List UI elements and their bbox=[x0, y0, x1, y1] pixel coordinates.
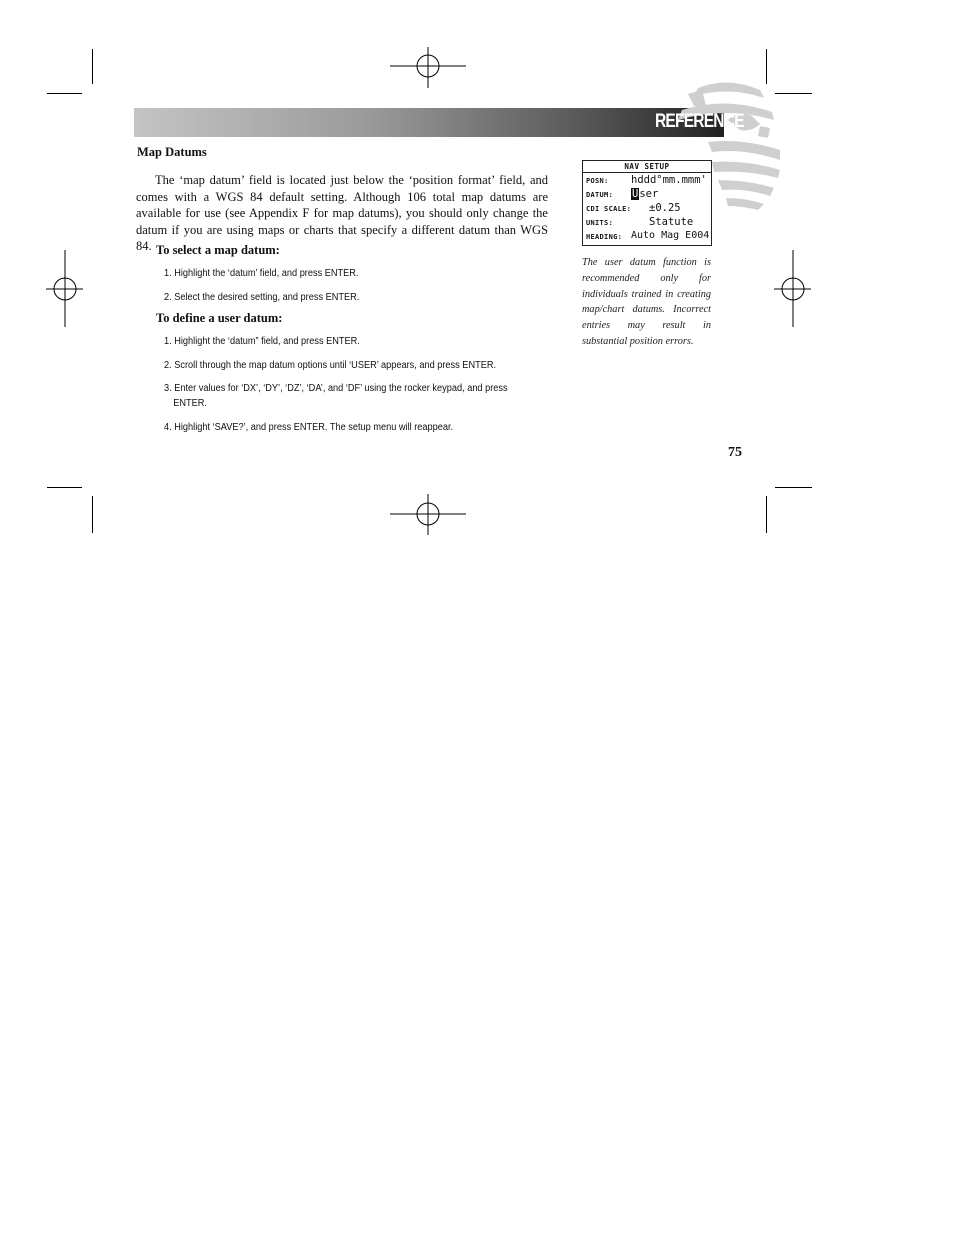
registration-mark-right bbox=[774, 250, 812, 328]
screen-label: CDI SCALE: bbox=[586, 205, 632, 213]
screen-title: NAV SETUP bbox=[583, 161, 711, 173]
screen-row-datum bbox=[586, 188, 710, 202]
screen-value-text: ser bbox=[639, 188, 659, 200]
registration-mark-top bbox=[390, 47, 468, 89]
screen-row-units bbox=[586, 216, 710, 230]
screen-value: hddd°mm.mmm' bbox=[631, 174, 707, 186]
page-number: 75 bbox=[728, 445, 742, 460]
list-item: 2. Scroll through the map datum options until ‘USER’ appears, and press ENTER. bbox=[164, 360, 497, 371]
select-datum-heading: To select a map datum: bbox=[156, 243, 280, 257]
screen-label: POSN: bbox=[586, 177, 609, 185]
list-item: 1. Highlight the ‘datum’ field, and press ENTER. bbox=[164, 268, 359, 279]
screen-value: ±0.25 bbox=[649, 202, 681, 214]
screen-value: Statute bbox=[649, 216, 694, 228]
screen-label: DATUM: bbox=[586, 191, 614, 199]
screen-label: UNITS: bbox=[586, 219, 614, 227]
screen-value bbox=[631, 188, 658, 200]
header-title: REFERENCE bbox=[655, 111, 744, 132]
header-bar bbox=[134, 108, 724, 137]
screen-value: Auto Mag E004 bbox=[631, 230, 710, 241]
registration-mark-left bbox=[46, 250, 84, 328]
screen-row-heading bbox=[586, 230, 710, 244]
cursor-char: U bbox=[632, 188, 639, 200]
list-item: 1. Highlight the ‘datum” field, and press ENTER. bbox=[164, 336, 360, 347]
screen-row-posn bbox=[586, 174, 710, 188]
screen-row-cdi bbox=[586, 202, 710, 216]
registration-mark-bottom bbox=[390, 494, 468, 536]
section-title: Map Datums bbox=[137, 145, 207, 159]
screen-label: HEADING: bbox=[586, 233, 623, 241]
caption: The user datum function is recommended only for individuals trained in creating map/chart datums. Incorrect entries may result in substantial position errors. bbox=[582, 257, 711, 347]
list-item: 3. Enter values for ‘DX’, ‘DY’, ‘DZ’, ‘DA’, and ‘DF’ using the rocker keypad, and press ENTER. bbox=[164, 383, 508, 409]
nav-setup-screen bbox=[582, 160, 712, 246]
list-item: 4. Highlight ‘SAVE?’, and press ENTER. The setup menu will reappear. bbox=[164, 422, 454, 433]
list-item: 2. Select the desired setting, and press ENTER. bbox=[164, 292, 360, 303]
section-body: The ‘map datum’ field is located just below the ‘position format’ field, and comes with a WGS 84 default setting. Although 106 total map datums are available for use (see Appendix F for map datums), you should only change the datum if you are using maps or charts that specify a different datum than WGS 84. bbox=[136, 173, 548, 253]
user-datum-heading: To define a user datum: bbox=[156, 311, 283, 325]
